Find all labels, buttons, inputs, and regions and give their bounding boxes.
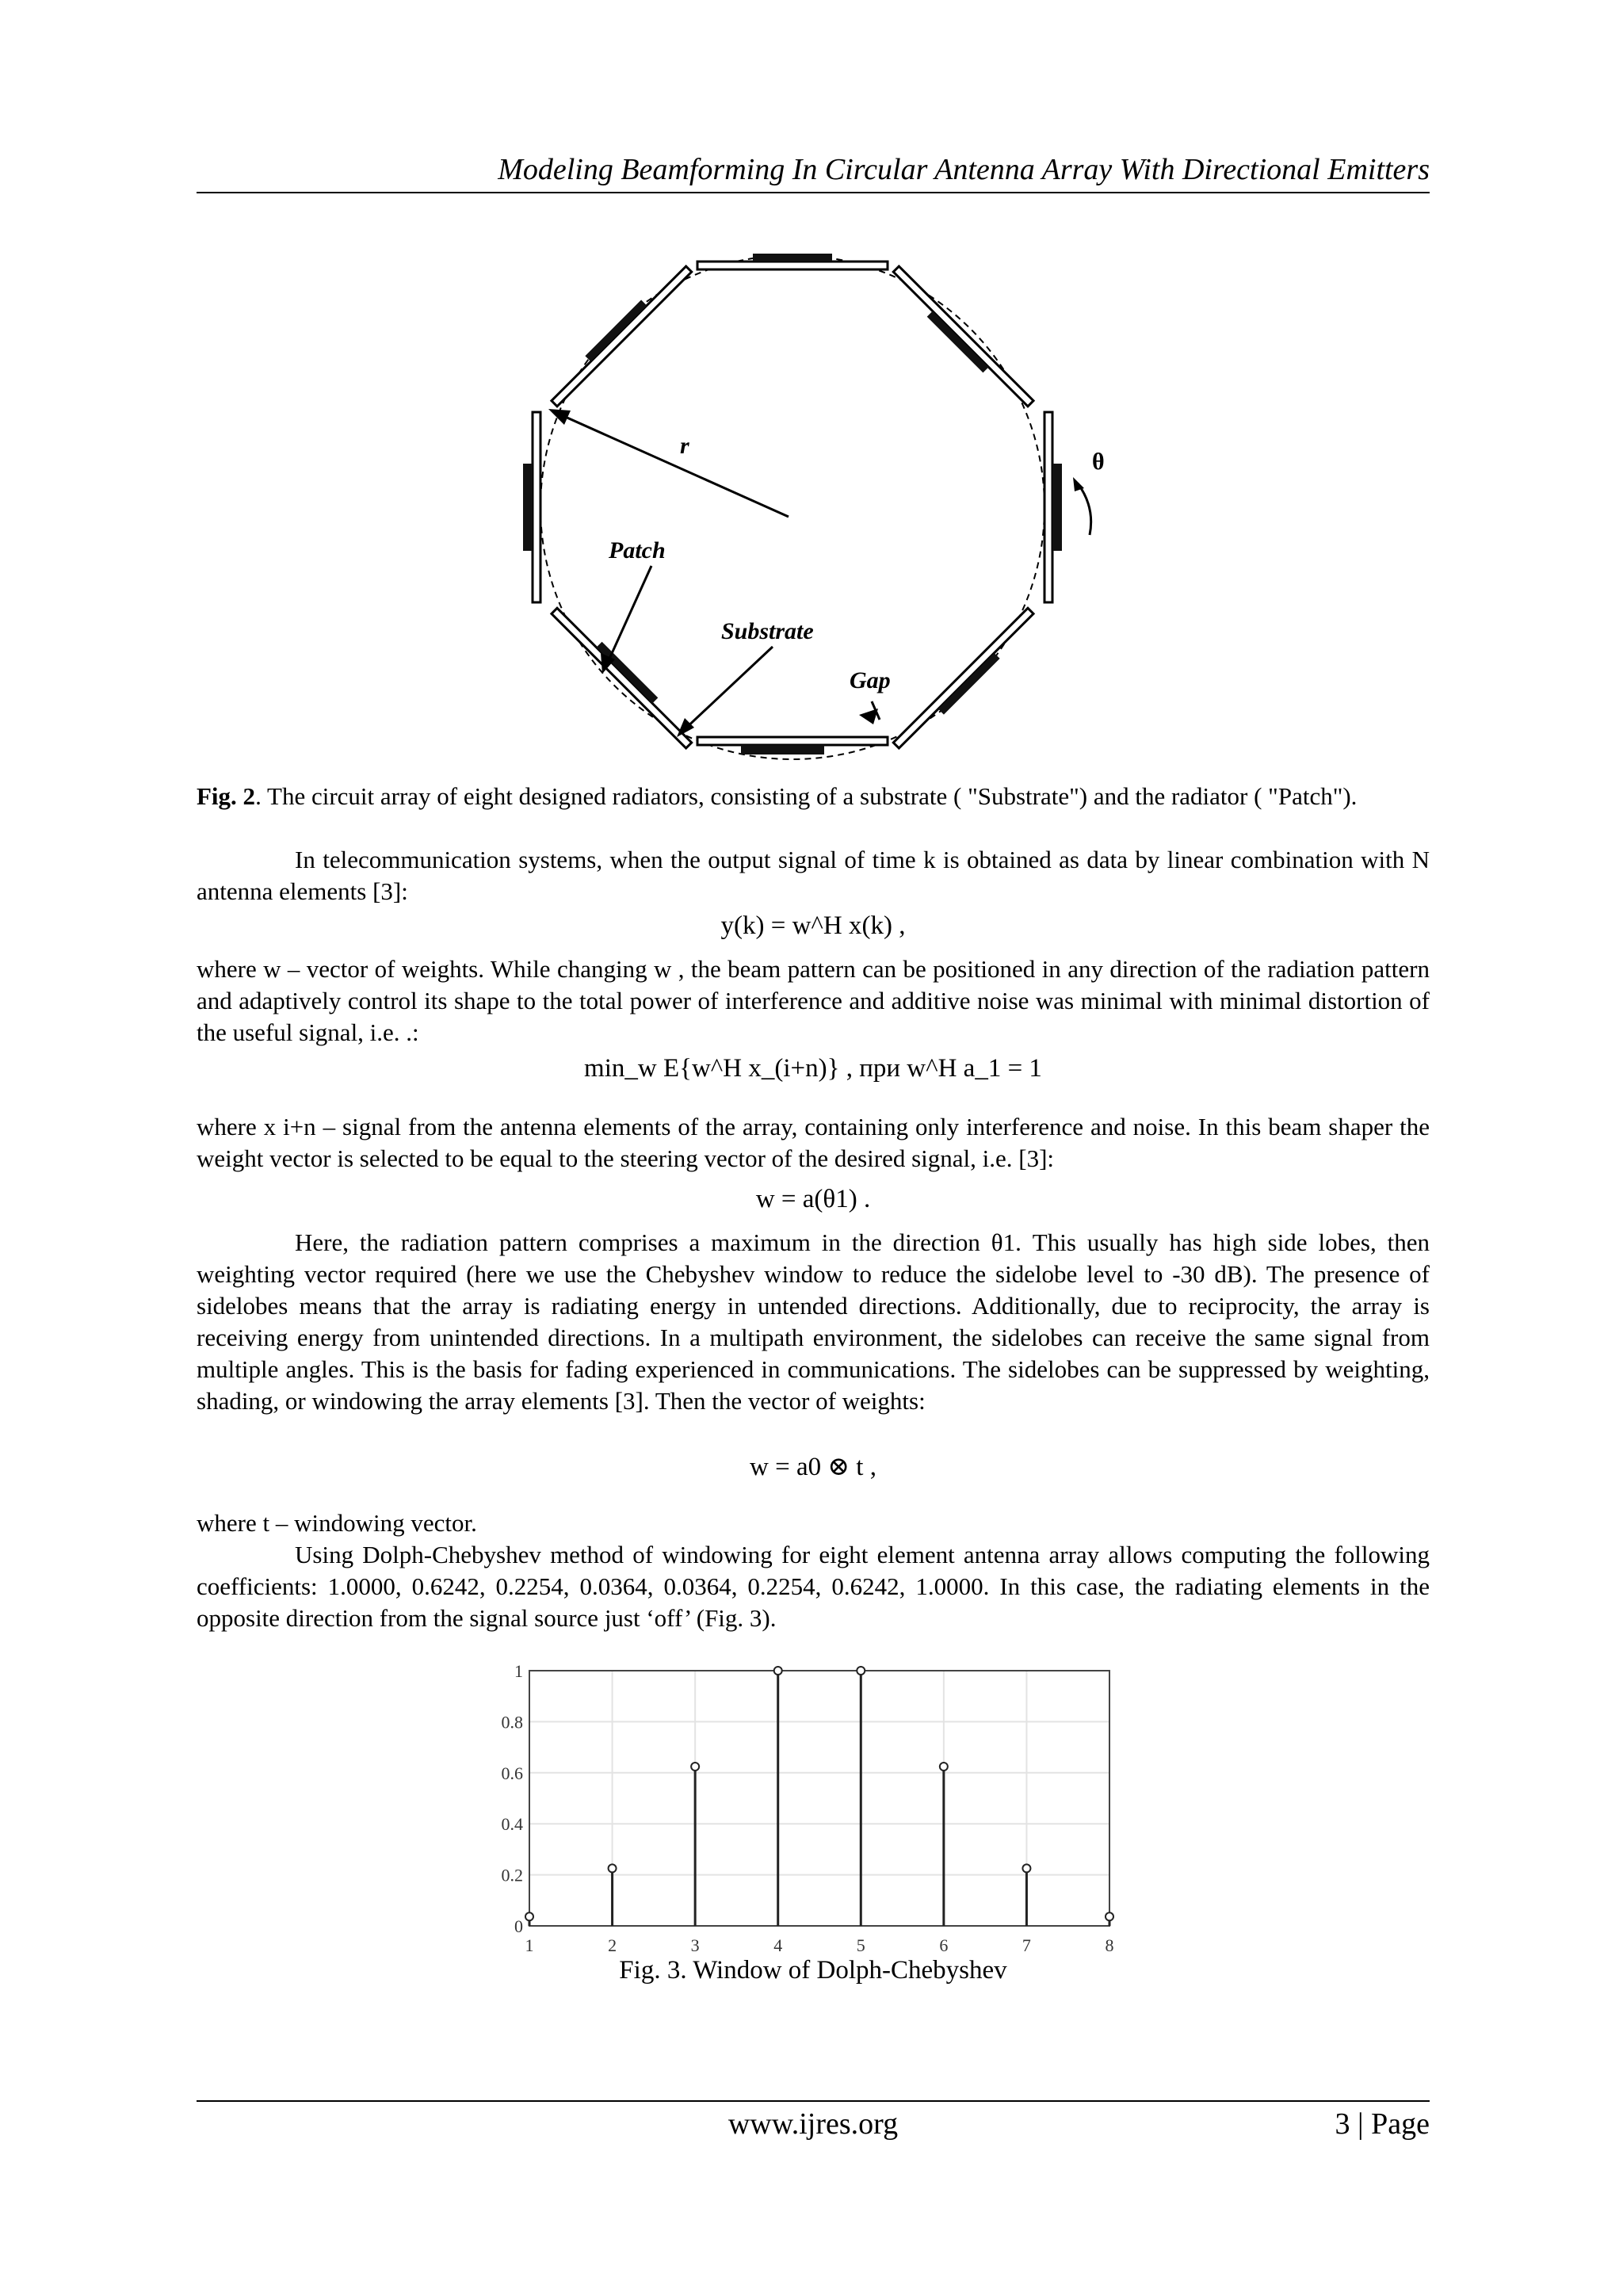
radiator-top-left	[546, 261, 692, 407]
equation-2: min_w E{w^H x_(i+n)} , при w^H a_1 = 1	[584, 1054, 1042, 1083]
chart-ticks	[502, 1661, 1114, 1955]
x-tick-label: 1	[525, 1935, 534, 1955]
y-tick-label: 0.8	[501, 1712, 523, 1733]
stem-marker	[525, 1912, 533, 1920]
stem-marker	[609, 1864, 617, 1872]
substrate-label: Substrate	[721, 618, 814, 644]
figure-2-caption	[197, 781, 1430, 812]
circular-array-diagram	[507, 246, 1141, 769]
radiator-right	[1044, 412, 1062, 602]
x-tick-label: 5	[856, 1935, 865, 1955]
radius-arrow	[548, 409, 789, 517]
header-rule	[197, 192, 1430, 193]
dolph-chebyshev-chart	[482, 1656, 1124, 1958]
x-tick-label: 6	[939, 1935, 949, 1955]
paragraph-3-text: where x i+n – signal from the antenna elements of the array, containing only interference and noise. In this beam shaper the weight vector is selected to be equal to the steering vector of the desired signal, i.e. [3]:	[197, 1113, 1430, 1172]
chart-grid	[529, 1671, 1109, 1926]
chart-axes-box	[529, 1671, 1109, 1926]
radiator-bottom	[697, 737, 888, 755]
stem-marker	[1022, 1864, 1030, 1872]
stem-marker	[774, 1667, 782, 1675]
radiator-top	[697, 254, 888, 269]
theta-arrow	[1073, 477, 1091, 535]
radiator-bottom-left	[893, 608, 1039, 754]
patch-label: Patch	[609, 537, 666, 563]
equation-1: y(k) = w^H x(k) ,	[720, 911, 906, 940]
radius-label: r	[680, 433, 689, 459]
paragraph-2	[197, 953, 1430, 1049]
x-tick-label: 7	[1022, 1935, 1031, 1955]
footer-page: 3 | Page	[1335, 2107, 1430, 2141]
gap-label: Gap	[850, 667, 891, 693]
stem-marker	[691, 1763, 699, 1771]
patch-arrow	[601, 566, 651, 674]
paragraph-4-text: Here, the radiation pattern comprises a maximum in the direction θ1. This usually has high side lobes, then weighting vector required (here we use the Chebyshev window to reduce the sidelobe level to -30 dB). The presence of sidelobes means that the array is radiating energy in untended directions. Additionally, due to reciprocity, the array is receiving energy from unintended directions. In a multipath environment, the sidelobes can receive the same signal from multiple angles. This is the basis for fading experienced in communications. The sidelobes can be suppressed by weighting, shading, or windowing the array elements [3]. Then the vector of weights:	[197, 1228, 1430, 1415]
x-tick-label: 3	[690, 1935, 700, 1955]
gap-arrow	[859, 701, 880, 724]
paragraph-6	[197, 1539, 1430, 1634]
substrate-arrow	[677, 647, 773, 737]
theta-label: θ	[1092, 449, 1105, 475]
figure-2-caption-label: Fig. 2	[197, 782, 256, 810]
footer-rule	[197, 2100, 1430, 2102]
paragraph-1-text: In telecommunication systems, when the output signal of time k is obtained as data by linear combination with N antenna elements [3]:	[197, 846, 1430, 905]
equation-4: w = a0 ⊗ t ,	[750, 1453, 876, 1481]
y-tick-label: 0.6	[501, 1763, 523, 1783]
footer-site: www.ijres.org	[727, 2107, 899, 2141]
x-tick-label: 2	[608, 1935, 617, 1955]
y-tick-label: 0	[514, 1916, 523, 1936]
paragraph-6-text: Using Dolph-Chebyshev method of windowing for eight element antenna array allows computing the following coefficients: 1.0000, 0.6242, 0.2254, 0.0364, 0.0364, 0.2254, 0.6242, 1.0000. In this case, the radiating elements in the opposite direction from the signal source just ‘off’ (Fig. 3).	[197, 1541, 1430, 1632]
y-tick-label: 0.2	[501, 1865, 523, 1885]
paragraph-3	[197, 1111, 1430, 1175]
paragraph-5-text: where t – windowing vector.	[197, 1509, 477, 1537]
paragraph-1	[197, 844, 1430, 907]
paragraph-5	[197, 1507, 1430, 1539]
equation-3: w = a(θ1) .	[755, 1185, 871, 1213]
paragraph-2-text: where w – vector of weights. While changing w , the beam pattern can be positioned in any direction of the radiation pattern and adaptively control its shape to the total power of interference and additive noise was minimal with minimal distortion of the useful signal, i.e. .:	[197, 955, 1430, 1046]
x-tick-label: 8	[1105, 1935, 1114, 1955]
radiator-top-right	[888, 266, 1033, 412]
running-title: Modeling Beamforming In Circular Antenna Array With Directional Emitters	[498, 153, 1430, 186]
stem-marker	[857, 1667, 865, 1675]
figure-3-caption: Fig. 3. Window of Dolph-Chebyshev	[619, 1956, 1007, 1985]
radiator-left	[523, 412, 540, 602]
stem-marker	[1106, 1912, 1113, 1920]
stem-marker	[940, 1763, 948, 1771]
chart-stems	[525, 1667, 1113, 1926]
y-tick-label: 0.4	[501, 1814, 523, 1835]
paragraph-4	[197, 1227, 1430, 1417]
x-tick-label: 4	[773, 1935, 783, 1955]
y-tick-label: 1	[514, 1661, 523, 1681]
figure-2-caption-text: . The circuit array of eight designed radiators, consisting of a substrate ( "Substrate") and the radiator ( "Patch").	[255, 782, 1358, 810]
